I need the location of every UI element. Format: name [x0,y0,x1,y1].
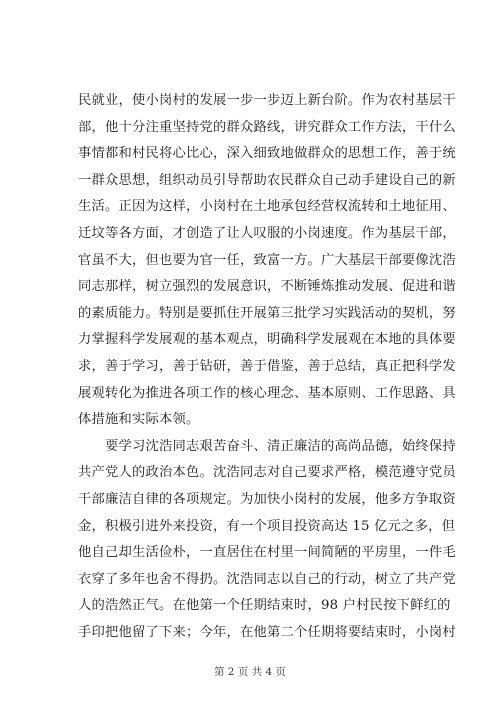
paragraph-1 [78,88,456,434]
text-line: 同志那样，树立强烈的发展意识，不断锤炼推动发展、促进和谐 [78,279,456,295]
text-line: 迁坟等各方面，才创造了让人叹服的小岗速度。作为基层干部， [78,225,456,241]
document-body [78,88,456,646]
text-line: 要学习沈浩同志艰苦奋斗、清正廉洁的高尚品德，始终保持 [105,438,456,454]
text-line: 的素质能力。特别是要抓住开展第三批学习实践活动的契机，努 [78,305,456,321]
text-line: 事情都和村民将心比心，深入细致地做群众的思想工作，善于统 [78,146,456,162]
text-line: 共产党人的政治本色。沈浩同志对自己要求严格，模范遵守党员 [78,465,456,481]
text-line: 他自己却生活俭朴，一直居住在村里一间简陋的平房里，一件毛 [78,545,456,561]
page-number-footer: 第 2 页 共 4 页 [213,666,287,678]
paragraph-2 [78,434,456,647]
text-line: 干部廉洁自律的各项规定。为加快小岗村的发展，他多方争取资 [78,491,456,507]
text-line: 求，善于学习，善于钻研，善于借鉴，善于总结，真正把科学发 [78,358,456,374]
text-line: 一群众思想，组织动员引导帮助农民群众自己动手建设自己的新 [78,172,456,188]
text-line: 部，他十分注重坚持党的群众路线，讲究群众工作方法，干什么 [78,119,456,135]
text-line: 衣穿了多年也舍不得扔。沈浩同志以自己的行动，树立了共产党 [78,571,456,587]
text-line: 体措施和实际本领。 [78,412,200,428]
text-line: 展观转化为推进各项工作的核心理念、基本原则、工作思路、具 [78,385,456,401]
text-line: 民就业，使小岗村的发展一步一步迈上新台阶。作为农村基层干 [78,93,456,108]
text-line: 手印把他留了下来；今年，在他第二个任期将要结束时，小岗村 [78,624,456,640]
text-line: 生活。正因为这样，小岗村在土地承包经营权流转和土地征用、 [78,199,456,215]
text-line: 金，积极引进外来投资，有一个项目投资高达 15 亿元之多，但 [78,518,456,534]
text-line: 人的浩然正气。在他第一个任期结束时，98 户村民按下鲜红的 [78,598,451,614]
text-line: 力掌握科学发展观的基本观点，明确科学发展观在本地的具体要 [78,332,456,348]
text-line: 官虽不大，但也要为官一任，致富一方。广大基层干部要像沈浩 [78,252,456,268]
